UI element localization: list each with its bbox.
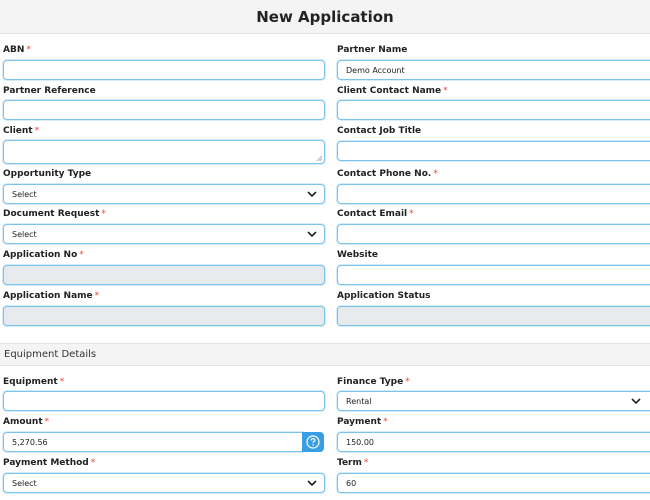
chevron-down-icon bbox=[306, 477, 318, 489]
partner-name-label: Partner Name bbox=[337, 45, 408, 55]
finance-type-select[interactable] bbox=[337, 391, 650, 411]
opportunity-type-select[interactable] bbox=[3, 184, 325, 204]
abn-input[interactable] bbox=[3, 60, 325, 80]
opportunity-type-value: Select bbox=[12, 189, 37, 199]
website-input[interactable] bbox=[337, 265, 650, 285]
abn-label: ABN * bbox=[3, 45, 31, 55]
section-title: Equipment Details bbox=[4, 349, 97, 360]
chevron-down-icon bbox=[306, 228, 318, 240]
application-name-input bbox=[3, 306, 325, 326]
payment-label: Payment * bbox=[337, 417, 388, 427]
page-header bbox=[0, 0, 650, 34]
resize-handle-icon[interactable] bbox=[316, 155, 322, 161]
application-status-label: Application Status bbox=[337, 291, 431, 301]
document-request-label: Document Request * bbox=[3, 209, 106, 219]
client-contact-name-input[interactable] bbox=[337, 100, 650, 120]
contact-job-title-input[interactable] bbox=[337, 141, 650, 161]
contact-email-input[interactable] bbox=[337, 224, 650, 244]
amount-input[interactable]: 5,270.56 bbox=[3, 432, 303, 452]
contact-phone-input[interactable] bbox=[337, 184, 650, 204]
document-request-select[interactable] bbox=[3, 224, 325, 244]
application-no-input bbox=[3, 265, 325, 285]
partner-name-input[interactable]: Demo Account bbox=[337, 60, 650, 80]
partner-reference-label: Partner Reference bbox=[3, 86, 96, 96]
equipment-label: Equipment * bbox=[3, 377, 65, 387]
page-title: New Application bbox=[256, 7, 394, 26]
payment-method-select[interactable] bbox=[3, 473, 325, 493]
client-contact-name-label: Client Contact Name * bbox=[337, 86, 448, 96]
application-no-label: Application No * bbox=[3, 250, 84, 260]
finance-type-label: Finance Type * bbox=[337, 377, 410, 387]
payment-method-label: Payment Method * bbox=[3, 458, 96, 468]
term-input[interactable]: 60 bbox=[337, 473, 650, 493]
payment-input[interactable]: 150.00 bbox=[337, 432, 650, 452]
amount-help-button[interactable] bbox=[302, 432, 324, 452]
contact-email-label: Contact Email * bbox=[337, 209, 414, 219]
client-textarea[interactable] bbox=[3, 140, 325, 164]
payment-method-value: Select bbox=[12, 478, 37, 488]
help-circle-icon bbox=[306, 435, 320, 449]
equipment-details-section bbox=[0, 343, 650, 366]
contact-job-title-label: Contact Job Title bbox=[337, 126, 422, 136]
chevron-down-icon bbox=[630, 395, 642, 407]
amount-label: Amount * bbox=[3, 417, 50, 427]
partner-reference-input[interactable] bbox=[3, 100, 325, 120]
application-status-input bbox=[337, 306, 650, 326]
client-label: Client * bbox=[3, 126, 40, 136]
application-name-label: Application Name * bbox=[3, 291, 100, 301]
chevron-down-icon bbox=[306, 188, 318, 200]
document-request-value: Select bbox=[12, 229, 37, 239]
term-label: Term * bbox=[337, 458, 369, 468]
opportunity-type-label: Opportunity Type bbox=[3, 169, 92, 179]
contact-phone-label: Contact Phone No. * bbox=[337, 169, 438, 179]
website-label: Website bbox=[337, 250, 379, 260]
equipment-input[interactable] bbox=[3, 391, 325, 411]
finance-type-value: Rental bbox=[346, 396, 372, 406]
